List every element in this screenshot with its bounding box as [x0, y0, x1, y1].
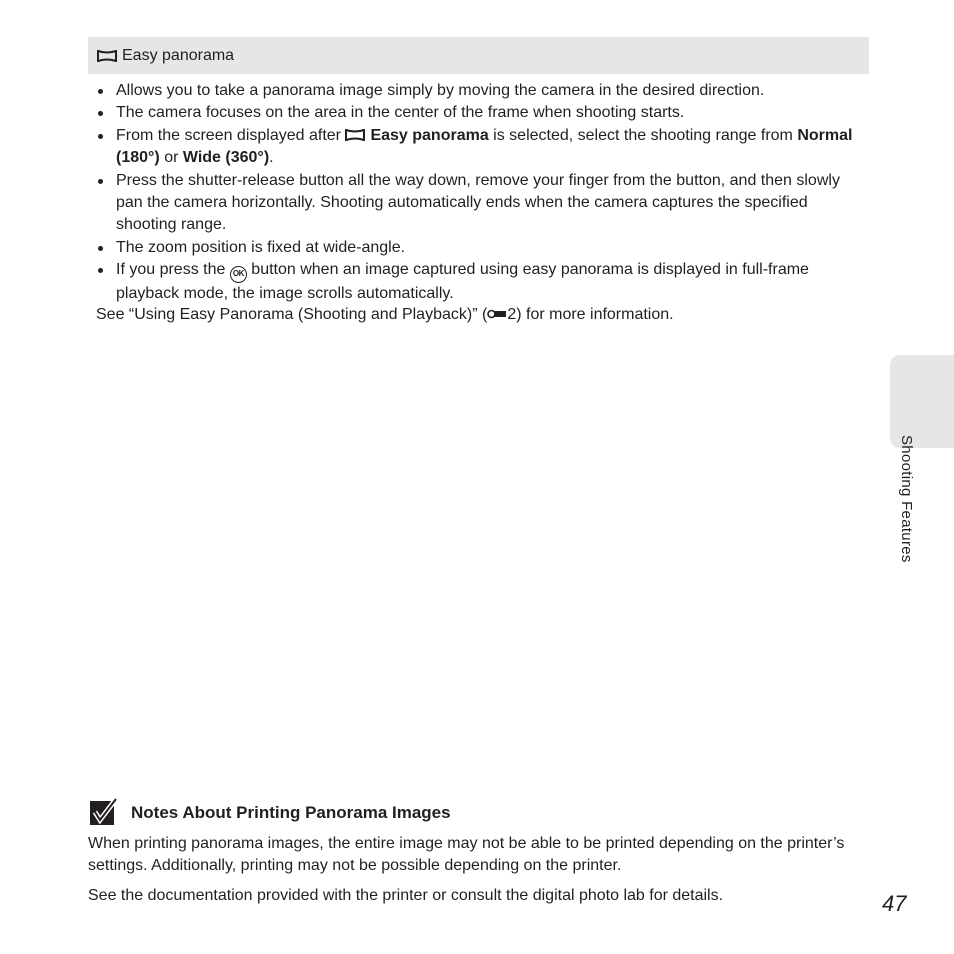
easy-panorama-icon	[97, 50, 117, 62]
list-item: From the screen displayed after Easy panorama is selected, select the shooting range from Normal (180°) or Wide (360°).	[96, 125, 866, 170]
easy-panorama-icon	[345, 129, 365, 141]
section-title: Easy panorama	[122, 46, 235, 64]
ok-button-icon: OK	[230, 266, 247, 283]
list-item: The camera focuses on the area in the center of the frame when shooting starts.	[96, 102, 866, 124]
note-paragraph: See the documentation provided with the printer or consult the digital photo lab for details.	[88, 887, 724, 904]
list-item: The zoom position is fixed at wide-angle.	[96, 237, 866, 259]
checkmark-note-icon	[89, 798, 119, 826]
note-title: Notes About Printing Panorama Images	[131, 803, 451, 822]
page-number: 47	[882, 891, 907, 916]
section-header	[88, 37, 869, 74]
cross-reference: See “Using Easy Panorama (Shooting and Playback)” ( 2) for more information.	[96, 306, 674, 323]
reference-section-icon	[487, 308, 507, 320]
list-item: If you press the OK button when an image captured using easy panorama is displayed in full-frame playback mode, the image scrolls automatically.	[96, 259, 866, 305]
chapter-label: Shooting Features	[898, 435, 915, 563]
note-paragraph: When printing panorama images, the entire image may not be able to be printed depending on the printer’s settings. Additionally, printing may not be possible depending on the printer.	[88, 835, 845, 875]
feature-list	[96, 80, 866, 306]
list-item: Press the shutter-release button all the way down, remove your finger from the button, and then slowly pan the camera horizontally. Shooting automatically ends when the camera captures the specified shooting range.	[96, 170, 866, 237]
list-item: Allows you to take a panorama image simply by moving the camera in the desired direction.	[96, 80, 866, 102]
